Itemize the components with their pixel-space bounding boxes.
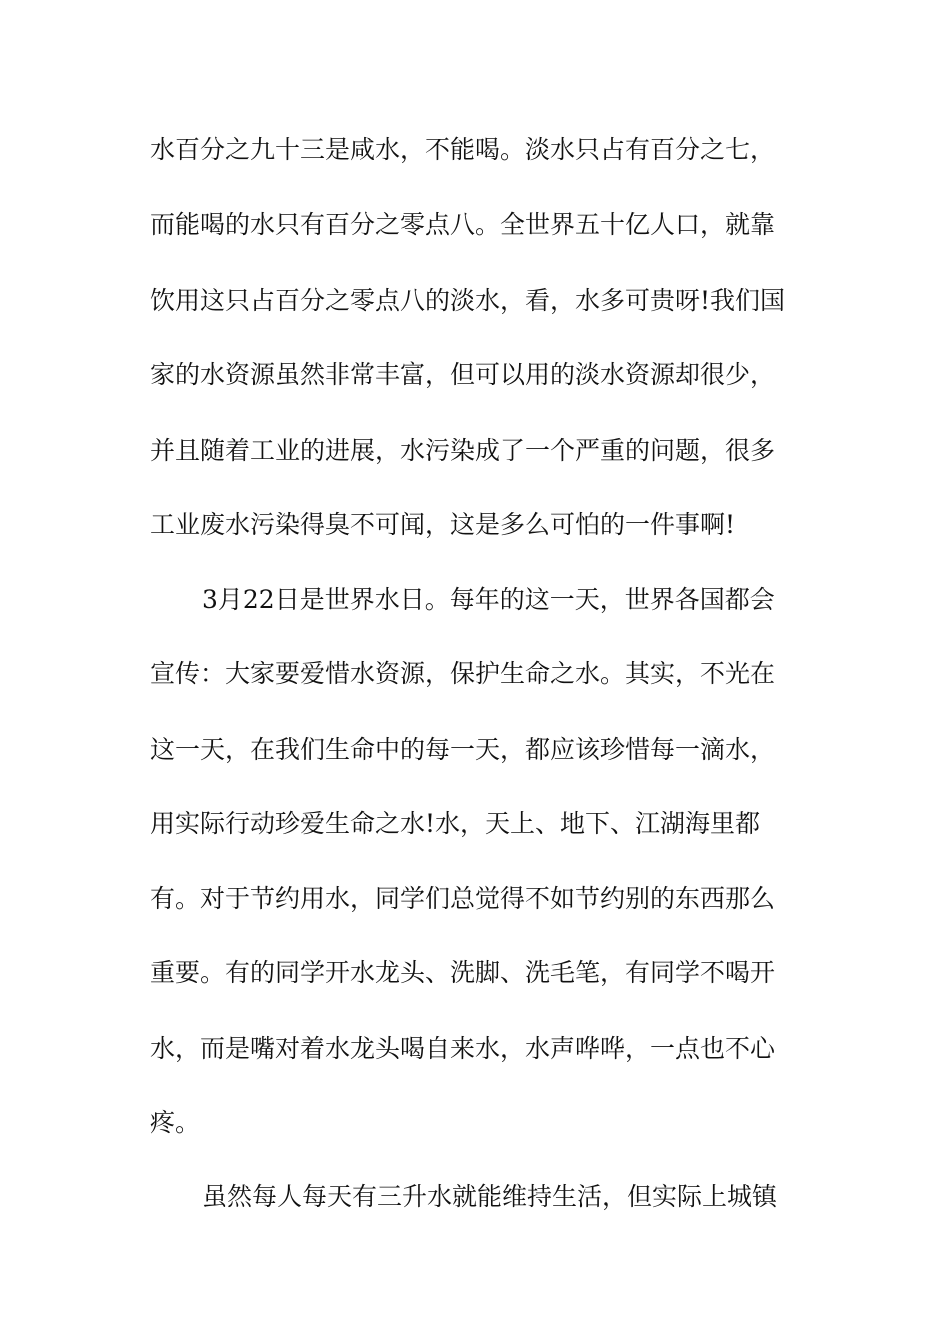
text-line-10: 用实际行动珍爱生命之水!水，天上、地下、江湖海里都: [150, 809, 761, 838]
text-line-1: 水百分之九十三是咸水，不能喝。淡水只占有百分之七，: [150, 135, 776, 164]
text-line-14: 疼。: [150, 1108, 201, 1137]
text-line-13: 水，而是嘴对着水龙头喝自来水，水声哗哗，一点也不心: [150, 1034, 776, 1063]
text-line-9: 这一天，在我们生命中的每一天，都应该珍惜每一滴水，: [150, 735, 776, 764]
text-line-8: 宣传：大家要爱惜水资源，保护生命之水。其实，不光在: [150, 659, 776, 688]
text-line-7: 3月22日是世界水日。每年的这一天，世界各国都会: [202, 585, 775, 614]
text-line-12: 重要。有的同学开水龙头、洗脚、洗毛笔，有同学不喝开: [150, 958, 776, 987]
text-line-3: 饮用这只占百分之零点八的淡水，看，水多可贵呀!我们国: [150, 286, 786, 315]
text-line-2: 而能喝的水只有百分之零点八。全世界五十亿人口，就靠: [150, 210, 776, 239]
text-line-15: 虽然每人每天有三升水就能维持生活，但实际上城镇: [202, 1182, 778, 1211]
text-line-6: 工业废水污染得臭不可闻，这是多么可怕的一件事啊!: [150, 510, 736, 539]
text-line-4: 家的水资源虽然非常丰富，但可以用的淡水资源却很少，: [150, 360, 776, 389]
text-line-11: 有。对于节约用水，同学们总觉得不如节约别的东西那么: [150, 884, 776, 913]
text-line-5: 并且随着工业的进展，水污染成了一个严重的问题，很多: [150, 436, 776, 465]
